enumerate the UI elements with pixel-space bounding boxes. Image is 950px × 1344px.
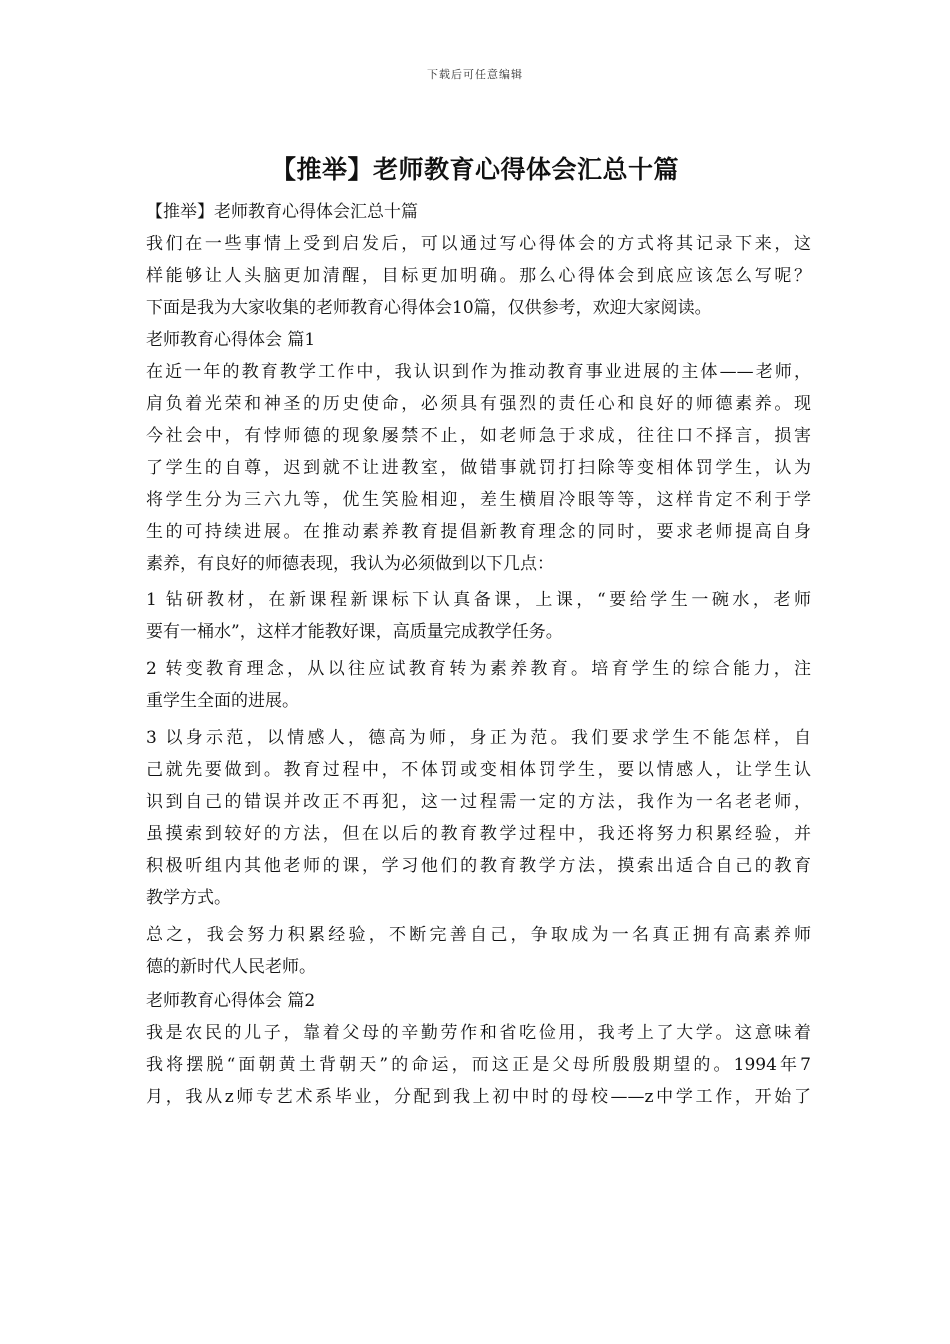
text-line: 虽摸索到较好的方法，但在以后的教育教学过程中，我还将努力积累经验，并 <box>146 824 811 844</box>
text-line: 德的新时代人民老师。 <box>146 957 316 977</box>
text-line: 我是农民的儿子，靠着父母的辛勤劳作和省吃俭用，我考上了大学。这意味着 <box>146 1023 811 1043</box>
text-line: 样能够让人头脑更加清醒，目标更加明确。那么心得体会到底应该怎么写呢？ <box>146 266 811 286</box>
text-line: 2 转变教育理念，从以往应试教育转为素养教育。培育学生的综合能力，注 <box>146 659 811 679</box>
header-note: 下载后可任意编辑 <box>427 68 523 81</box>
text-line: 肩负着光荣和神圣的历史使命，必须具有强烈的责任心和良好的师德素养。现 <box>146 394 811 414</box>
text-line: 【推举】老师教育心得体会汇总十篇 <box>146 202 418 222</box>
text-line: 重学生全面的进展。 <box>146 691 299 711</box>
document-title: 【推举】老师教育心得体会汇总十篇 <box>270 155 679 184</box>
text-line: 总之，我会努力积累经验，不断完善自己，争取成为一名真正拥有高素养师 <box>146 925 811 945</box>
text-line: 教学方式。 <box>146 888 231 908</box>
text-line: 要有一桶水”，这样才能教好课，高质量完成教学任务。 <box>146 622 563 642</box>
text-line: 下面是我为大家收集的老师教育心得体会10篇，仅供参考，欢迎大家阅读。 <box>146 298 712 318</box>
text-line: 我将摆脱“面朝黄土背朝天”的命运，而这正是父母所殷殷期望的。1994年7 <box>146 1055 811 1075</box>
text-line: 1 钻研教材，在新课程新课标下认真备课，上课，“要给学生一碗水，老师 <box>146 590 811 610</box>
text-line: 老师教育心得体会 篇1 <box>146 330 316 350</box>
text-line: 了学生的自尊，迟到就不让进教室，做错事就罚打扫除等变相体罚学生，认为 <box>146 458 811 478</box>
text-line: 月，我从z师专艺术系毕业，分配到我上初中时的母校——z中学工作，开始了 <box>146 1087 811 1107</box>
text-line: 积极听组内其他老师的课，学习他们的教育教学方法，摸索出适合自己的教育 <box>146 856 811 876</box>
text-line: 将学生分为三六九等，优生笑脸相迎，差生横眉冷眼等等，这样肯定不利于学 <box>146 490 811 510</box>
text-line: 生的可持续进展。在推动素养教育提倡新教育理念的同时，要求老师提高自身 <box>146 522 811 542</box>
text-line: 识到自己的错误并改正不再犯，这一过程需一定的方法，我作为一名老老师， <box>146 792 811 812</box>
text-line: 己就先要做到。教育过程中，不体罚或变相体罚学生，要以情感人，让学生认 <box>146 760 811 780</box>
text-line: 我们在一些事情上受到启发后，可以通过写心得体会的方式将其记录下来，这 <box>146 234 811 254</box>
text-line: 3 以身示范，以情感人，德高为师，身正为范。我们要求学生不能怎样，自 <box>146 728 811 748</box>
text-line: 今社会中，有悖师德的现象屡禁不止，如老师急于求成，往往口不择言，损害 <box>146 426 811 446</box>
document-body <box>146 196 811 1113</box>
text-line: 在近一年的教育教学工作中，我认识到作为推动教育事业进展的主体——老师， <box>146 362 811 382</box>
text-line: 老师教育心得体会 篇2 <box>146 991 316 1011</box>
text-line: 素养，有良好的师德表现，我认为必须做到以下几点： <box>146 554 554 574</box>
